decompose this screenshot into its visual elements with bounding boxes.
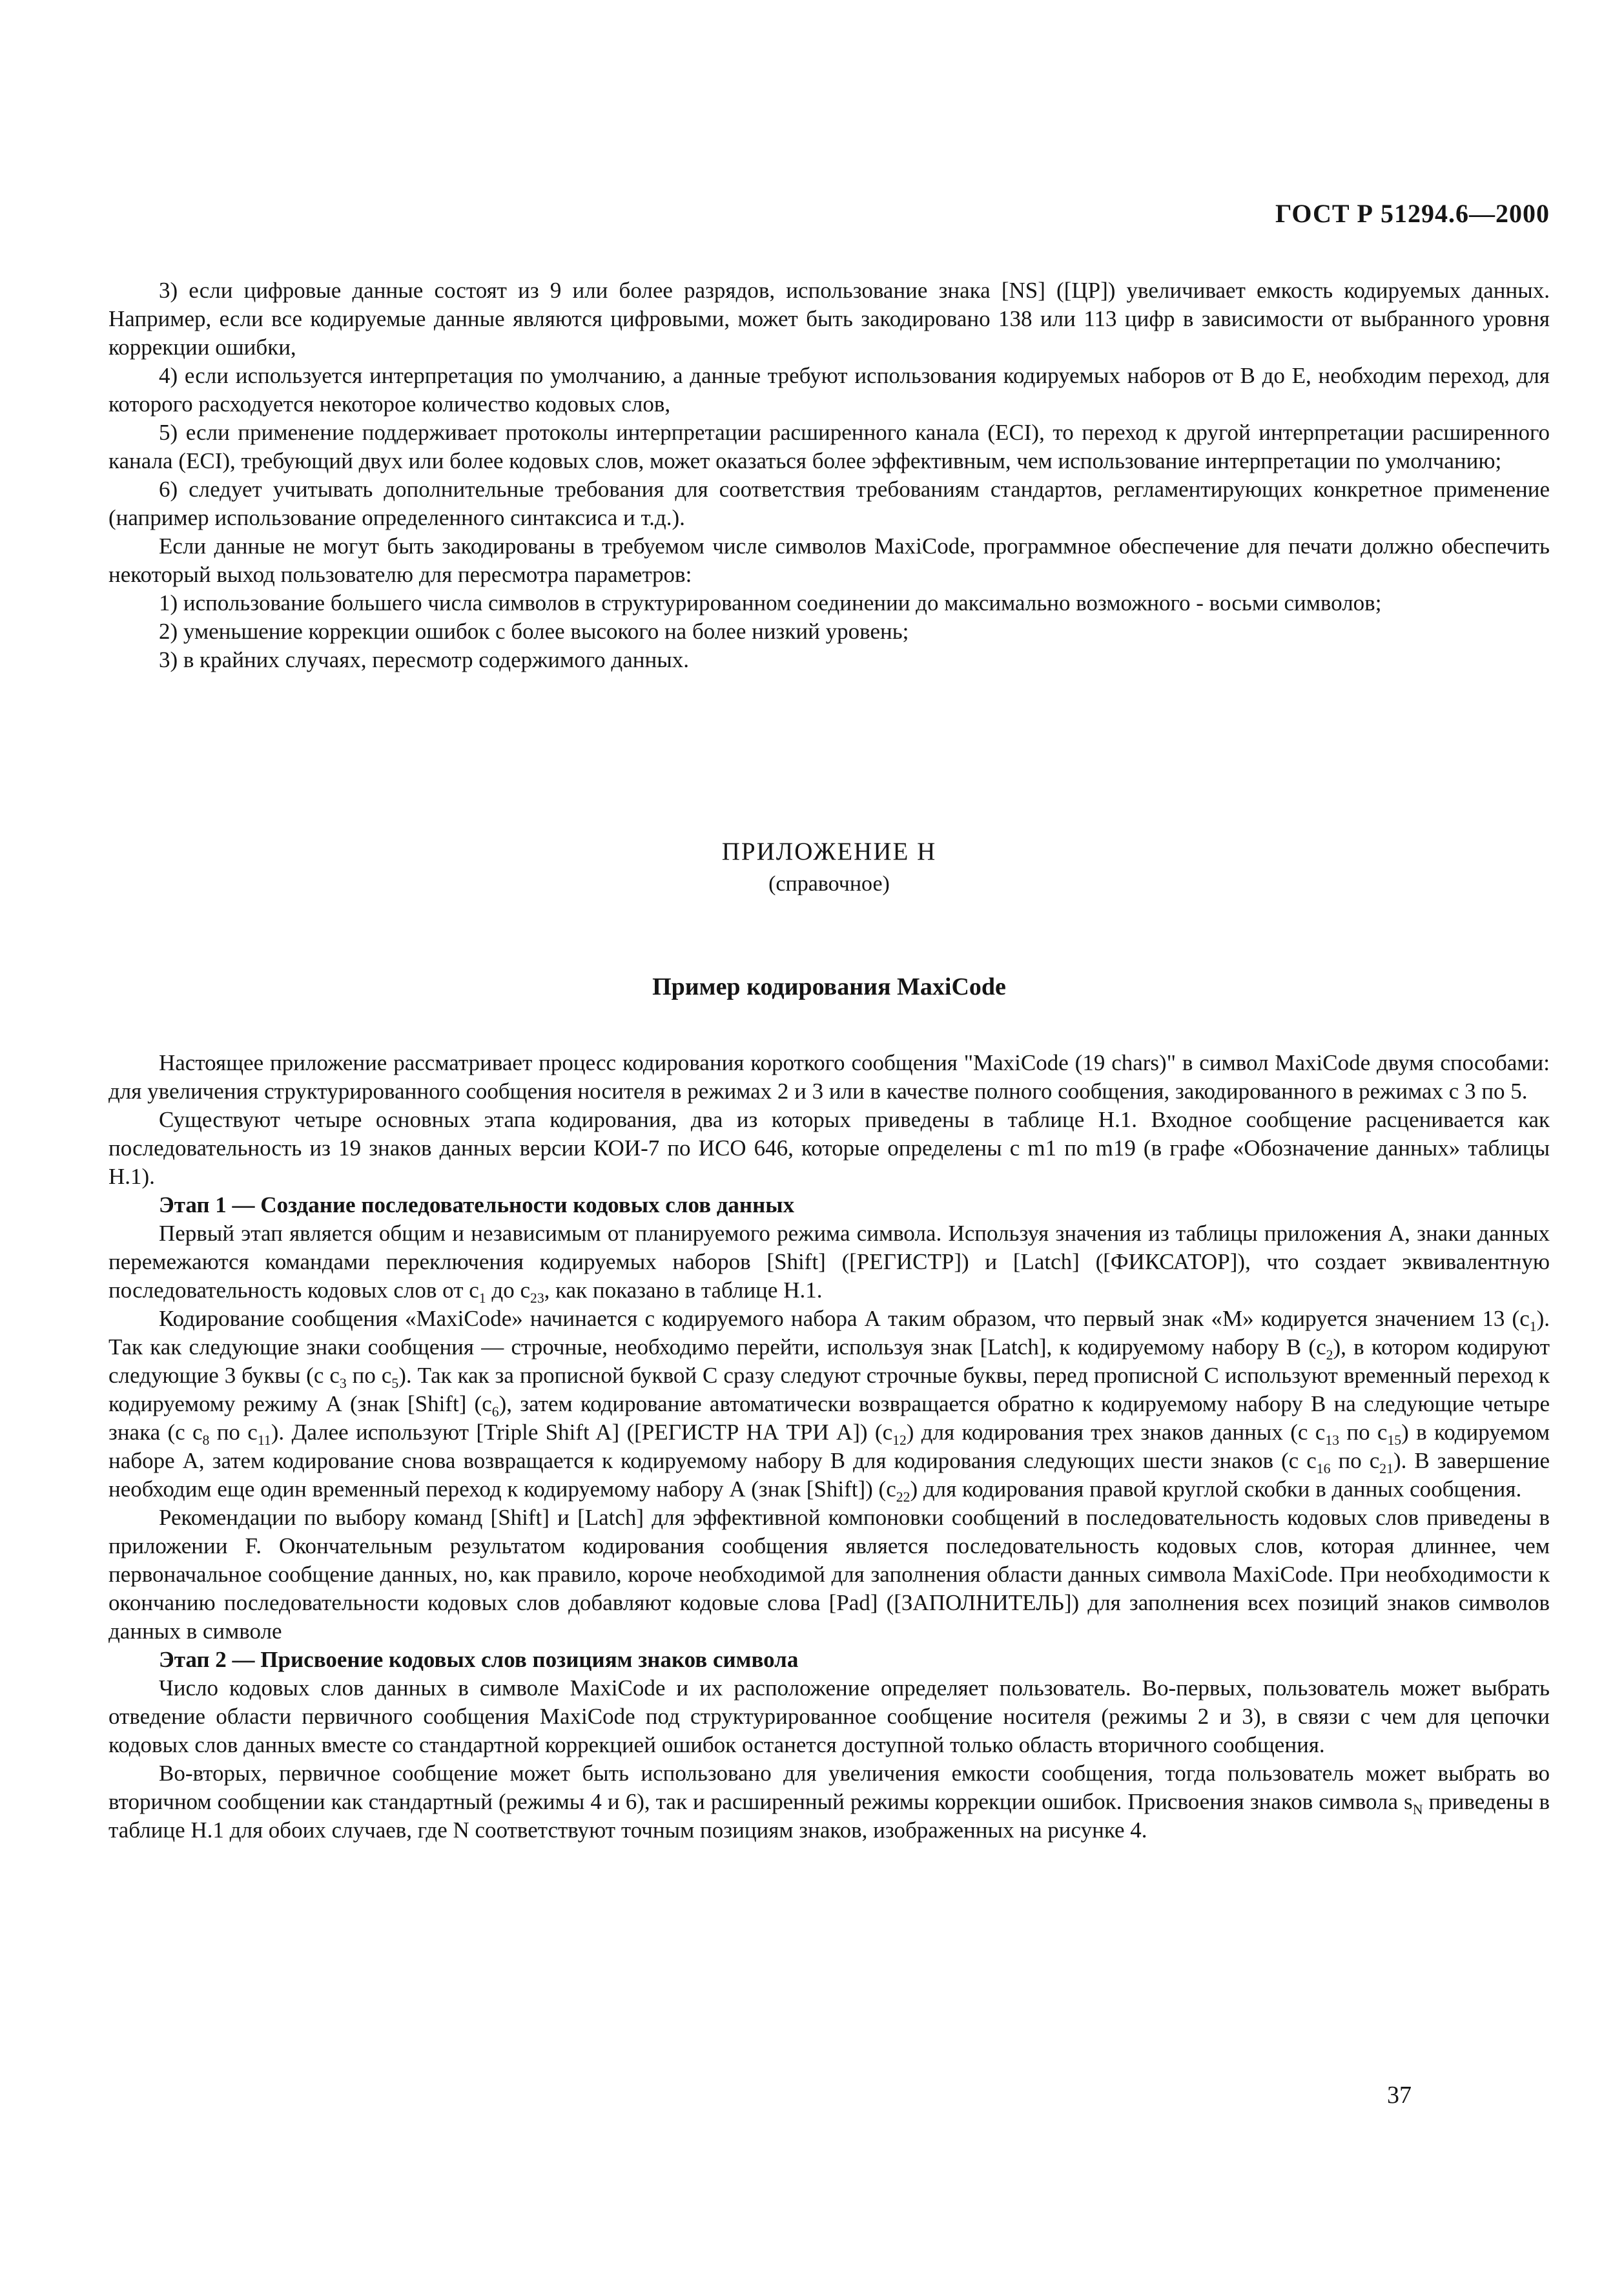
paragraph: Первый этап является общим и независимым от планируемого режима символа. Используя значения из таблицы приложения А, знаки данных перемежаются командами переключения кодируемых наборов [Shift] ([РЕГИСТР]) и [Latch] ([ФИКСАТОР]), что создает эквивалентную последовательность кодовых слов от $c_1$ до $c_{23}$, как показано в таблице Н.1.	[108, 1221, 1550, 1306]
page-number: 37	[1387, 2082, 1412, 2109]
paragraph: Во-вторых, первичное сообщение может быть использовано для увеличения емкости сообщения, тогда пользователь может выбрать во вторичном сообщении как стандартный (режимы 4 и 6), так и расширенный режимы коррекции ошибок. Присвоения знаков символа $s_N$ приведены в таблице Н.1 для обоих случаев, где N соответствуют точным позициям знаков, изображенных на рисунке 4.	[108, 1761, 1550, 1843]
paragraph: Число кодовых слов данных в символе MaxiCode и их расположение определяет пользователь. Во-первых, пользователь может выбрать отведение области первичного сообщения MaxiCode под структурированное сообщение носителя (режимы 2 и 3), в связи с чем для цепочки кодовых слов данных вместе со стандартной коррекцией ошибок останется доступной только область вторичного сообщения.	[108, 1675, 1550, 1757]
paragraph: Рекомендации по выбору команд [Shift] и [Latch] для эффективной компоновки сообщений в последовательность кодовых слов приведены в приложении F. Окончательным результатом кодирования сообщения является последовательность кодовых слов, которая длиннее, чем первоначальное сообщение данных, но, как правило, короче необходимой для заполнения области данных символа MaxiCode. При необходимости к окончанию последовательности кодовых слов добавляют кодовые слова [Pad] ([ЗАПОЛНИТЕЛЬ]) для заполнения всех позиций знаков символов данных в символе	[108, 1505, 1550, 1644]
page-content	[108, 199, 1550, 1845]
list-item: 3) в крайних случаях, пересмотр содержимого данных.	[159, 647, 689, 672]
document-number-header: ГОСТ Р 51294.6—2000	[1275, 199, 1550, 228]
appendix-heading	[108, 837, 1550, 898]
continuation-section	[108, 276, 1550, 674]
paragraph: Кодирование сообщения «MaxiCode» начинается с кодируемого набора А таким образом, что первый знак «М» кодируется значением 13 $(c_1)$. Так как следующие знаки сообщения — строчные, необходимо перейти, используя знак [Latch], к кодируемому набору В $(c_2)$, в котором кодируют следующие 3 буквы (с $c_3$ по $c_5$). Так как за прописной буквой С сразу следуют строчные буквы, перед прописной С используют временный переход к кодируемому режиму А (знак [Shift] $(c_6)$, затем кодирование автоматически возвращается обратно к кодируемому набору В на следующие четыре знака (с $c_8$ по $c_{11}$). Далее используют [Triple Shift A] ([РЕГИСТР НА ТРИ А]) $(c_{12})$ для кодирования трех знаков данных (с $c_{13}$ по $c_{15}$) в кодируемом наборе А, затем кодирование снова возвращается к кодируемому набору В для кодирования следующих шести знаков (с $c_{16}$ по $c_{21}$). В завершение необходим еще один временный переход к кодируемому набору А (знак [Shift]) $(c_{22})$ для кодирования правой круглой скобки в данных сообщения.	[108, 1306, 1550, 1505]
list-item: 2) уменьшение коррекции ошибок с более высокого на более низкий уровень;	[159, 619, 909, 644]
list-item: 5) если применение поддерживает протоколы интерпретации расширенного канала (ECI), то переход к другой интерпретации расширенного канала (ECI), требующий двух или более кодовых слов, может оказаться более эффективным, чем использование интерпретации по умолчанию;	[108, 420, 1550, 473]
appendix-type-label: (справочное)	[768, 872, 890, 896]
list-item: 1) использование большего числа символов в структурированном соединении до максимально возможного - восьми символов;	[159, 590, 1382, 616]
stage-2-heading: Этап 2 — Присвоение кодовых слов позициям знаков символа	[159, 1647, 799, 1672]
stage-1-heading: Этап 1 — Создание последовательности кодовых слов данных	[159, 1192, 795, 1217]
list-item: 6) следует учитывать дополнительные требования для соответствия требованиям стандартов, регламентирующих конкретное применение (например использование определенного синтаксиса и т.д.).	[108, 477, 1550, 530]
paragraph: Существуют четыре основных этапа кодирования, два из которых приведены в таблице Н.1. Входное сообщение расценивается как последовательность из 19 знаков данных версии КОИ-7 по ИСО 646, которые определены с m1 по m19 (в графе «Обозначение данных» таблицы Н.1).	[108, 1107, 1550, 1189]
list-item: 4) если используется интерпретация по умолчанию, а данные требуют использования кодируемых наборов от В до Е, необходим переход, для которого расходуется некоторое количество кодовых слов,	[108, 363, 1550, 417]
list-item: 3) если цифровые данные состоят из 9 или более разрядов, использование знака [NS] ([ЦР]) увеличивает емкость кодируемых данных. Например, если все кодируемые данные являются цифровыми, может быть закодировано 138 или 113 цифр в зависимости от выбранного уровня коррекции ошибки,	[108, 278, 1550, 360]
paragraph: Если данные не могут быть закодированы в требуемом числе символов MaxiCode, программное обеспечение для печати должно обеспечить некоторый выход пользователю для пересмотра параметров:	[108, 533, 1550, 587]
appendix-body	[108, 1049, 1550, 1845]
appendix-label: ПРИЛОЖЕНИЕ Н	[721, 838, 937, 865]
paragraph: Настоящее приложение рассматривает процесс кодирования короткого сообщения "MaxiCode (19 chars)" в символ MaxiCode двумя способами: для увеличения структурированного сообщения носителя в режимах 2 и 3 или в качестве полного сообщения, закодированного в режимах с 3 по 5.	[108, 1050, 1550, 1104]
appendix-title: Пример кодирования MaxiCode	[652, 973, 1006, 1000]
